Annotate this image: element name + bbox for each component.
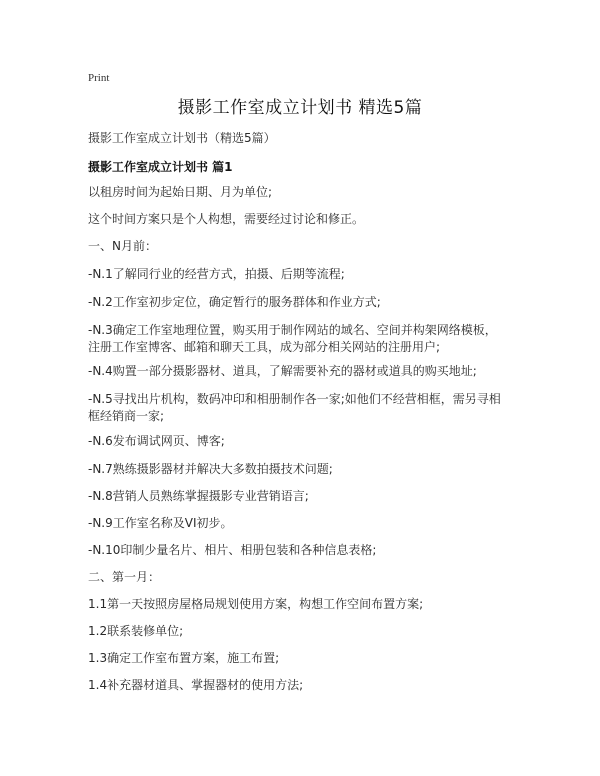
paragraph: -N.10印制少量名片、相片、相册包装和各种信息表格;: [88, 543, 377, 557]
paragraph: -N.5寻找出片机构，数码冲印和相册制作各一家;如他们不经营相框，需另寻相框经销商一家;: [88, 392, 501, 423]
paragraph: -N.4购置一部分摄影器材、道具，了解需要补充的器材或道具的购买地址;: [88, 364, 477, 378]
print-label: Print: [88, 72, 110, 84]
paragraph: 1.1第一天按照房屋格局规划使用方案，构想工作空间布置方案;: [88, 597, 424, 611]
document-subtitle: 摄影工作室成立计划书（精选5篇）: [88, 131, 276, 145]
paragraph: 这个时间方案只是个人构想，需要经过讨论和修正。: [88, 212, 365, 226]
paragraph: 1.3确定工作室布置方案，施工布置;: [88, 651, 280, 665]
paragraph: 一、N月前：: [88, 239, 157, 253]
paragraph: -N.2工作室初步定位，确定暂行的服务群体和作业方式;: [88, 295, 381, 309]
paragraph: 以租房时间为起始日期、月为单位;: [88, 185, 273, 199]
paragraph: -N.8营销人员熟练掌握摄影专业营销语言;: [88, 489, 309, 503]
section-heading: 摄影工作室成立计划书 篇1: [88, 160, 233, 174]
paragraph: 1.2联系装修单位;: [88, 624, 184, 638]
paragraph: 二、第一月：: [88, 570, 161, 584]
document-title: 摄影工作室成立计划书 精选5篇: [177, 98, 423, 118]
paragraph: 1.4补充器材道具、掌握器材的使用方法;: [88, 678, 304, 692]
paragraph: -N.3确定工作室地理位置，购买用于制作网站的域名、空间并构架网络模板，注册工作室博客、邮箱和聊天工具，成为部分相关网站的注册用户;: [88, 323, 497, 354]
paragraph: -N.6发布调试网页、博客;: [88, 434, 225, 448]
paragraph: -N.9工作室名称及VI初步。: [88, 516, 233, 530]
paragraph: -N.7熟练摄影器材并解决大多数拍摄技术问题;: [88, 462, 333, 476]
paragraph: -N.1了解同行业的经营方式，拍摄、后期等流程;: [88, 267, 345, 281]
